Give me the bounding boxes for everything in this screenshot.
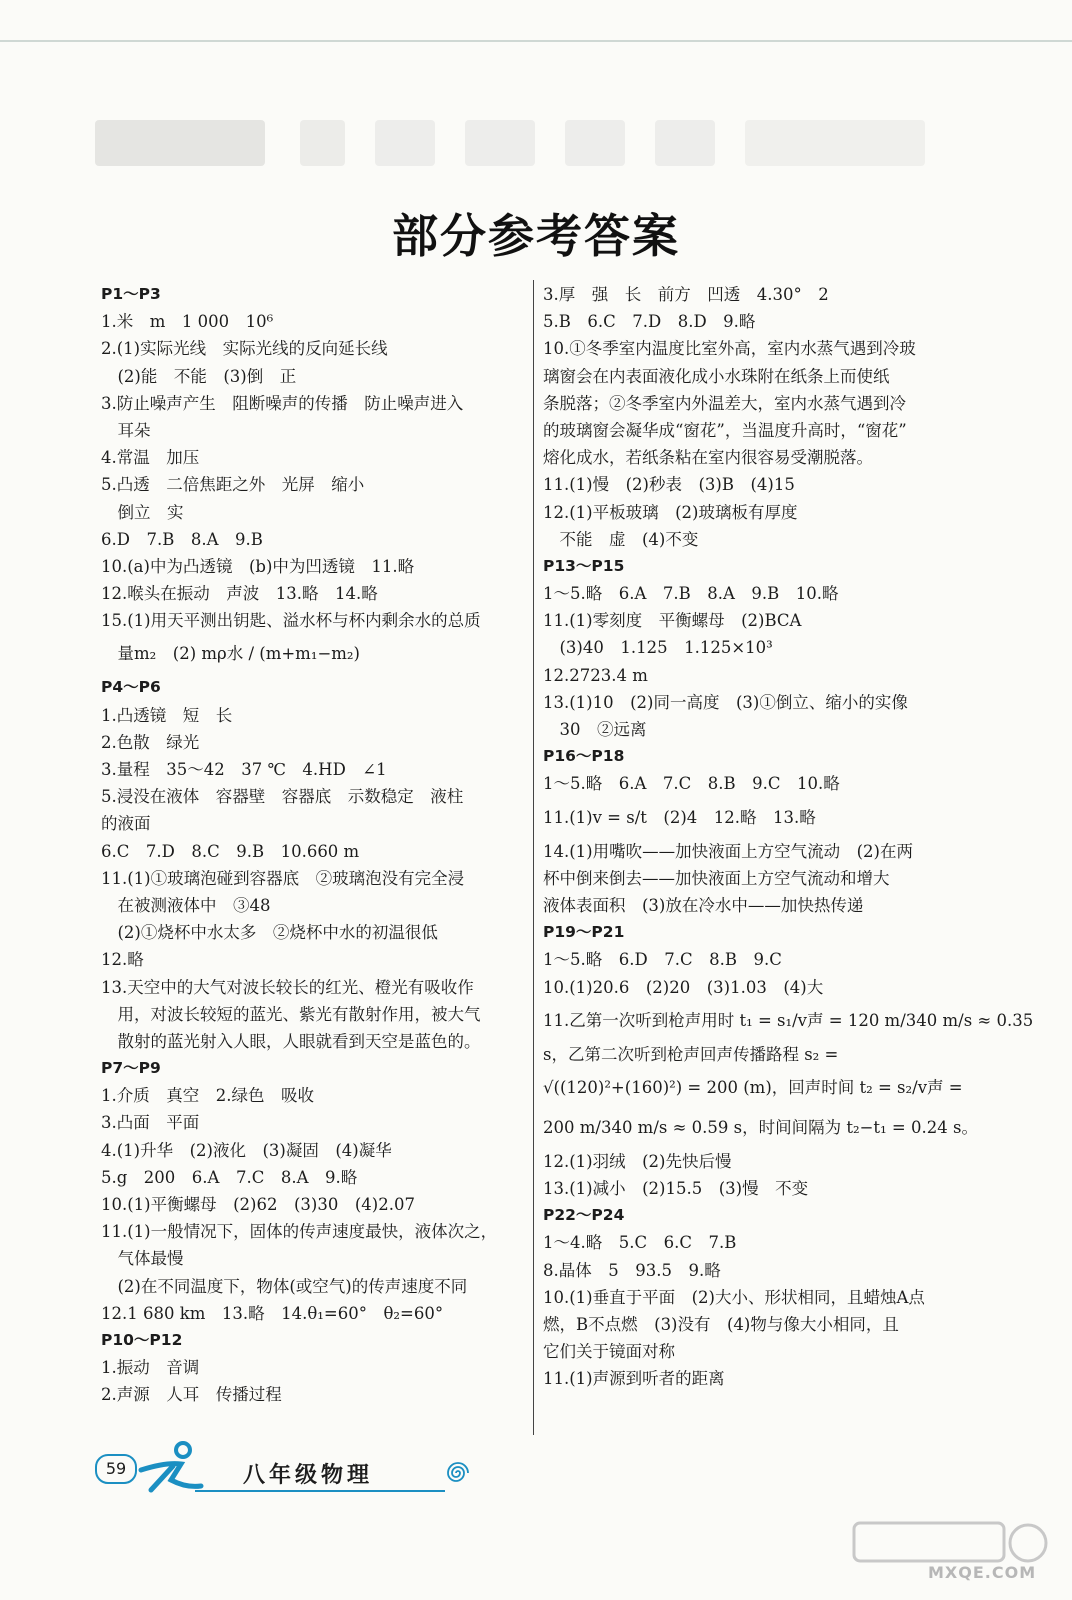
answer-line: 11.(1)声源到听者的距离 <box>543 1369 725 1389</box>
answer-line: 11.(1)零刻度 平衡螺母 (2)BCA <box>543 611 802 631</box>
answer-line: 12.(1)羽绒 (2)先快后慢 <box>543 1151 732 1171</box>
answer-line: 1.振动 音调 <box>101 1358 200 1378</box>
answer-line: 5.凸透 二倍焦距之外 光屏 缩小 <box>101 475 365 495</box>
page-footer <box>95 1440 515 1498</box>
page-title: 部分参考答案 <box>392 209 680 263</box>
answer-line: 量m₂ (2) mρ水 / (m+m₁−m₂) <box>101 644 360 664</box>
answer-line: 13.(1)减小 (2)15.5 (3)慢 不变 <box>543 1179 809 1199</box>
answer-line: (2)①烧杯中水太多 ②烧杯中水的初温很低 <box>101 923 438 943</box>
answer-line: 1.介质 真空 2.绿色 吸收 <box>101 1086 314 1106</box>
answer-line: 10.(1)20.6 (2)20 (3)1.03 (4)大 <box>543 977 824 997</box>
answer-line: 11.(1)①玻璃泡碰到容器底 ②玻璃泡没有完全浸 <box>101 868 465 888</box>
answer-line: 11.乙第一次听到枪声用时 t₁ = s₁/v声 = 120 m/340 m/s ≈ 0.35 <box>543 1010 1034 1030</box>
section-heading: P19～P21 <box>543 923 625 942</box>
answer-line: 15.(1)用天平测出钥匙、溢水杯与杯内剩余水的总质 <box>101 611 481 631</box>
answer-line: 13.(1)10 (2)同一高度 (3)①倒立、缩小的实像 <box>543 692 908 712</box>
section-heading: P7～P9 <box>101 1059 161 1078</box>
answer-line: 12.2723.4 m <box>543 665 648 685</box>
answer-line: 1～5.略 6.D 7.C 8.B 9.C <box>543 950 782 970</box>
answer-line: 3.凸面 平面 <box>101 1113 200 1133</box>
answer-line: 10.(1)垂直于平面 (2)大小、形状相同，且蜡烛A点 <box>543 1287 925 1307</box>
answer-line: 2.(1)实际光线 实际光线的反向延长线 <box>101 339 388 359</box>
answer-line: 1～5.略 6.A 7.B 8.A 9.B 10.略 <box>543 584 839 604</box>
answer-line: 13.天空中的大气对波长较长的红光、橙光有吸收作 <box>101 977 474 997</box>
answer-line: 1.凸透镜 短 长 <box>101 705 233 725</box>
answer-line: (2)能 不能 (3)倒 正 <box>101 366 297 386</box>
answer-line: 不能 虚 (4)不变 <box>543 529 699 549</box>
answer-line: 1～4.略 5.C 6.C 7.B <box>543 1233 737 1253</box>
answer-line: 液体表面积 (3)放在冷水中——加快热传递 <box>543 895 864 915</box>
answer-line: 11.(1)一般情况下，固体的传声速度最快，液体次之， <box>101 1222 498 1242</box>
section-heading: P22～P24 <box>543 1206 625 1225</box>
subject-label: 八年级物理 <box>243 1463 374 1488</box>
answer-line: 散射的蓝光射入人眼，人眼就看到天空是蓝色的。 <box>101 1031 481 1051</box>
answer-line: 5.浸没在液体 容器壁 容器底 示数稳定 液柱 <box>101 787 464 807</box>
answer-line: 3.量程 35～42 37 ℃ 4.HD ∠1 <box>101 760 387 779</box>
answers-right-column <box>543 281 1034 1393</box>
section-heading: P16～P18 <box>543 747 625 766</box>
answer-line: 3.防止噪声产生 阻断噪声的传播 防止噪声进入 <box>101 393 464 413</box>
column-divider <box>533 280 534 1435</box>
answer-line: 杯中倒来倒去——加快液面上方空气流动和增大 <box>543 868 890 888</box>
answer-line: 4.(1)升华 (2)液化 (3)凝固 (4)凝华 <box>101 1140 392 1160</box>
section-heading: P13～P15 <box>543 556 625 575</box>
answer-line: 1～5.略 6.A 7.C 8.B 9.C 10.略 <box>543 774 840 794</box>
answer-line: 倒立 实 <box>101 502 184 522</box>
answer-line: s，乙第二次听到枪声回声传播路程 s₂ = <box>543 1044 839 1064</box>
answer-line: 熔化成水，若纸条粘在室内很容易受潮脱落。 <box>543 448 873 468</box>
answer-line: 的玻璃窗会凝华成“窗花”，当温度升高时，“窗花” <box>543 420 907 440</box>
answer-line: 10.①冬季室内温度比室外高，室内水蒸气遇到冷玻 <box>543 339 916 359</box>
watermark-text: MXQE.COM <box>928 1563 1037 1582</box>
answer-line: 10.(1)平衡螺母 (2)62 (3)30 (4)2.07 <box>101 1195 415 1214</box>
answer-line: √((120)²+(160)²) = 200 (m)，回声时间 t₂ = s₂/v声 = <box>543 1077 963 1097</box>
answer-line: 5.g 200 6.A 7.C 8.A 9.略 <box>101 1167 358 1187</box>
answer-line: 6.D 7.B 8.A 9.B <box>101 529 263 549</box>
answer-line: 12.略 <box>101 950 144 970</box>
answer-line: 用，对波长较短的蓝光、紫光有散射作用，被大气 <box>101 1004 481 1024</box>
section-heading: P4～P6 <box>101 678 161 697</box>
answer-line: 在被测液体中 ③48 <box>101 895 271 915</box>
footer-rule <box>195 1490 445 1492</box>
watermark <box>848 1515 1058 1590</box>
answer-line: 2.色散 绿光 <box>101 732 200 752</box>
answer-line: 璃窗会在内表面液化成小水珠附在纸条上而使纸 <box>543 366 890 386</box>
answer-line: 6.C 7.D 8.C 9.B 10.660 m <box>101 841 360 861</box>
page-number: 59 <box>95 1454 137 1484</box>
answer-line: 的液面 <box>101 814 151 834</box>
header-banner <box>95 120 935 166</box>
answer-line: 耳朵 <box>101 420 151 440</box>
answer-line: 11.(1)慢 (2)秒表 (3)B (4)15 <box>543 475 795 495</box>
answer-line: 3.厚 强 长 前方 凹透 4.30° 2 <box>543 285 829 304</box>
answer-line: 气体最慢 <box>101 1249 184 1269</box>
answer-line: 它们关于镜面对称 <box>543 1342 675 1362</box>
top-rule <box>0 40 1072 42</box>
answer-line: 5.B 6.C 7.D 8.D 9.略 <box>543 312 756 332</box>
answer-line: 11.(1)v = s/t (2)4 12.略 13.略 <box>543 807 816 827</box>
answer-line: 8.晶体 5 93.5 9.略 <box>543 1260 721 1280</box>
answer-line: 30 ②远离 <box>543 720 647 739</box>
answer-line: 4.常温 加压 <box>101 448 200 468</box>
answer-line: 14.(1)用嘴吹——加快液面上方空气流动 (2)在两 <box>543 841 913 861</box>
answer-line: 条脱落；②冬季室内外温差大，室内水蒸气遇到冷 <box>543 393 906 413</box>
answers-left-column <box>101 281 526 1409</box>
answer-line: 12.1 680 km 13.略 14.θ₁=60° θ₂=60° <box>101 1303 444 1323</box>
answer-line: 燃，B不点燃 (3)没有 (4)物与像大小相同，且 <box>543 1315 899 1334</box>
section-heading: P1～P3 <box>101 285 161 303</box>
answer-line: 12.喉头在振动 声波 13.略 14.略 <box>101 584 378 604</box>
answer-line: 2.声源 人耳 传播过程 <box>101 1385 282 1405</box>
answer-line: 200 m/340 m/s ≈ 0.59 s，时间间隔为 t₂−t₁ = 0.24 s。 <box>543 1117 978 1137</box>
answer-line: 12.(1)平板玻璃 (2)玻璃板有厚度 <box>543 502 798 522</box>
answer-line: (2)在不同温度下，物体(或空气)的传声速度不同 <box>101 1276 468 1296</box>
section-heading: P10～P12 <box>101 1330 183 1349</box>
answer-line: 10.(a)中为凸透镜 (b)中为凹透镜 11.略 <box>101 556 415 576</box>
answer-line: 1.米 m 1 000 10⁶ <box>101 312 274 332</box>
answer-line: (3)40 1.125 1.125×10³ <box>543 638 773 658</box>
swirl-icon <box>445 1460 471 1486</box>
